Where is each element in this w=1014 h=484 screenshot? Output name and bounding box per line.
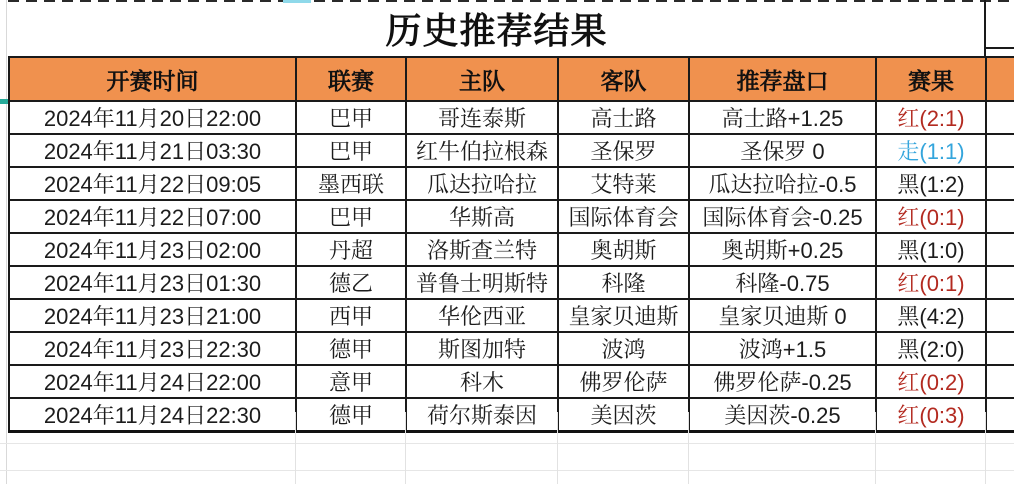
- extra-column-border: [984, 0, 986, 58]
- cell-home[interactable]: 斯图加特: [406, 332, 558, 365]
- cell-away[interactable]: 皇家贝迪斯: [558, 299, 689, 332]
- cell-result[interactable]: 黑(4:2): [876, 299, 986, 332]
- empty-gridline-v: [295, 412, 296, 484]
- cell-handicap[interactable]: 美因茨-0.25: [689, 398, 876, 432]
- cell-league[interactable]: 巴甲: [296, 134, 406, 167]
- col-header-league[interactable]: 联赛: [296, 57, 406, 101]
- table-row: [9, 332, 1014, 365]
- cell-home[interactable]: 瓜达拉哈拉: [406, 167, 558, 200]
- table-row: [9, 167, 1014, 200]
- cell-result[interactable]: 红(0:1): [876, 266, 986, 299]
- cell-away[interactable]: 波鸿: [558, 332, 689, 365]
- row-selection-mark: [0, 99, 8, 104]
- empty-gridline-h: [0, 470, 1014, 471]
- col-header-extra[interactable]: [986, 57, 1014, 101]
- cell-away[interactable]: 科隆: [558, 266, 689, 299]
- cell-time[interactable]: 2024年11月21日03:30: [9, 134, 296, 167]
- cell-league[interactable]: 巴甲: [296, 101, 406, 134]
- cell-league[interactable]: 巴甲: [296, 200, 406, 233]
- cell-league[interactable]: 意甲: [296, 365, 406, 398]
- col-header-result[interactable]: 赛果: [876, 57, 986, 101]
- cell-extra[interactable]: [986, 200, 1014, 233]
- cell-home[interactable]: 洛斯查兰特: [406, 233, 558, 266]
- cell-extra[interactable]: [986, 101, 1014, 134]
- extra-row-border: [985, 47, 1014, 49]
- cell-extra[interactable]: [986, 299, 1014, 332]
- cell-home[interactable]: 普鲁士明斯特: [406, 266, 558, 299]
- table-row: [9, 365, 1014, 398]
- empty-gridline-v: [875, 412, 876, 484]
- cell-extra[interactable]: [986, 233, 1014, 266]
- cell-extra[interactable]: [986, 134, 1014, 167]
- left-gridline: [6, 0, 7, 484]
- cell-time[interactable]: 2024年11月22日07:00: [9, 200, 296, 233]
- page-title: 历史推荐结果: [385, 9, 608, 51]
- cell-time[interactable]: 2024年11月23日22:30: [9, 332, 296, 365]
- cell-league[interactable]: 丹超: [296, 233, 406, 266]
- col-header-home[interactable]: 主队: [406, 57, 558, 101]
- cell-extra[interactable]: [986, 266, 1014, 299]
- empty-gridline-v: [557, 412, 558, 484]
- empty-gridline-v: [405, 412, 406, 484]
- cell-away[interactable]: 佛罗伦萨: [558, 365, 689, 398]
- cell-league[interactable]: 德甲: [296, 398, 406, 432]
- cell-handicap[interactable]: 科隆-0.75: [689, 266, 876, 299]
- cell-away[interactable]: 圣保罗: [558, 134, 689, 167]
- table-row: [9, 299, 1014, 332]
- cell-home[interactable]: 哥连泰斯: [406, 101, 558, 134]
- cell-time[interactable]: 2024年11月20日22:00: [9, 101, 296, 134]
- cell-time[interactable]: 2024年11月23日21:00: [9, 299, 296, 332]
- cell-league[interactable]: 德乙: [296, 266, 406, 299]
- cell-result[interactable]: 红(2:1): [876, 101, 986, 134]
- cell-time[interactable]: 2024年11月22日09:05: [9, 167, 296, 200]
- cell-league[interactable]: 德甲: [296, 332, 406, 365]
- cell-home[interactable]: 红牛伯拉根森: [406, 134, 558, 167]
- cell-away[interactable]: 国际体育会: [558, 200, 689, 233]
- cell-league[interactable]: 西甲: [296, 299, 406, 332]
- table-row: [9, 101, 1014, 134]
- cell-handicap[interactable]: 奥胡斯+0.25: [689, 233, 876, 266]
- cell-away[interactable]: 艾特莱: [558, 167, 689, 200]
- cell-handicap[interactable]: 圣保罗 0: [689, 134, 876, 167]
- empty-gridline-v: [985, 412, 986, 484]
- cell-handicap[interactable]: 高士路+1.25: [689, 101, 876, 134]
- cell-away[interactable]: 奥胡斯: [558, 233, 689, 266]
- cell-time[interactable]: 2024年11月24日22:00: [9, 365, 296, 398]
- table-row: [9, 266, 1014, 299]
- results-table: [8, 56, 1014, 433]
- cell-result[interactable]: 红(0:2): [876, 365, 986, 398]
- cell-result[interactable]: 红(0:3): [876, 398, 986, 432]
- cell-result[interactable]: 黑(1:0): [876, 233, 986, 266]
- cell-result[interactable]: 走(1:1): [876, 134, 986, 167]
- cell-extra[interactable]: [986, 365, 1014, 398]
- empty-gridline-h: [0, 443, 1014, 444]
- cell-time[interactable]: 2024年11月23日01:30: [9, 266, 296, 299]
- table-row: [9, 200, 1014, 233]
- header-row: [9, 57, 1014, 101]
- cell-extra[interactable]: [986, 398, 1014, 432]
- cell-home[interactable]: 科木: [406, 365, 558, 398]
- cell-away[interactable]: 美因茨: [558, 398, 689, 432]
- col-header-away[interactable]: 客队: [558, 57, 689, 101]
- col-header-time[interactable]: 开赛时间: [9, 57, 296, 101]
- empty-gridline-v: [688, 412, 689, 484]
- cell-result[interactable]: 黑(2:0): [876, 332, 986, 365]
- cell-home[interactable]: 华伦西亚: [406, 299, 558, 332]
- col-header-handicap[interactable]: 推荐盘口: [689, 57, 876, 101]
- cell-home[interactable]: 华斯高: [406, 200, 558, 233]
- cell-home[interactable]: 荷尔斯泰因: [406, 398, 558, 432]
- cell-handicap[interactable]: 波鸿+1.5: [689, 332, 876, 365]
- cell-extra[interactable]: [986, 167, 1014, 200]
- cell-league[interactable]: 墨西联: [296, 167, 406, 200]
- table-row: [9, 233, 1014, 266]
- cell-handicap[interactable]: 皇家贝迪斯 0: [689, 299, 876, 332]
- cell-time[interactable]: 2024年11月23日02:00: [9, 233, 296, 266]
- cell-handicap[interactable]: 佛罗伦萨-0.25: [689, 365, 876, 398]
- cell-extra[interactable]: [986, 332, 1014, 365]
- cell-time[interactable]: 2024年11月24日22:30: [9, 398, 296, 432]
- cell-result[interactable]: 红(0:1): [876, 200, 986, 233]
- table-row: [9, 134, 1014, 167]
- cell-away[interactable]: 高士路: [558, 101, 689, 134]
- cell-handicap[interactable]: 瓜达拉哈拉-0.5: [689, 167, 876, 200]
- cell-result[interactable]: 黑(1:2): [876, 167, 986, 200]
- table-row: [9, 398, 1014, 432]
- cell-handicap[interactable]: 国际体育会-0.25: [689, 200, 876, 233]
